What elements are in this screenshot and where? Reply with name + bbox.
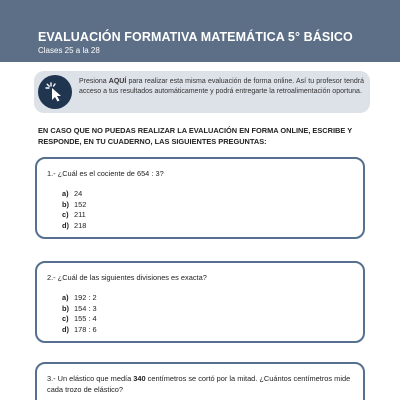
option-value: 24: [74, 189, 83, 198]
instructions: EN CASO QUE NO PUEDAS REALIZAR LA EVALUACIÓN EN FORMA ONLINE, ESCRIBE Y RESPONDE, EN TU CUADERNO, LAS SIGUIENTES PREGUNTAS:: [38, 126, 352, 146]
option-a: [62, 293, 97, 304]
question-2-options: [62, 293, 97, 335]
question-box-3: [35, 362, 365, 400]
question-box-1: [35, 157, 365, 239]
option-c: [62, 314, 97, 325]
question-1-text: 1.- ¿Cuál es el cociente de 654 : 3?: [47, 169, 164, 178]
page-title: EVALUACIÓN FORMATIVA MATEMÁTICA 5° BÁSICO: [38, 30, 353, 44]
option-d: [62, 221, 86, 232]
option-letter: d): [62, 220, 69, 230]
option-value: 192 : 2: [74, 293, 97, 302]
option-letter: a): [62, 293, 69, 302]
notice-text: [79, 77, 364, 97]
question-3-text-before: 3.- Un elástico que medía: [47, 374, 134, 383]
option-value: 178 : 6: [74, 324, 97, 334]
question-1-options: [62, 189, 86, 231]
option-d: [62, 325, 97, 336]
notice-text-before: Presiona: [79, 78, 109, 85]
option-letter: a): [62, 189, 69, 198]
option-letter: d): [62, 324, 69, 334]
option-letter: c): [62, 314, 69, 323]
question-box-2: [35, 261, 365, 343]
option-value: 155 : 4: [74, 314, 97, 323]
option-value: 152: [74, 199, 87, 209]
question-3-text-after: centímetros se cortó por la mitad. ¿Cuántos centímetros mide cada trozo de elástico?: [47, 374, 351, 394]
question-3-number: 340: [133, 374, 146, 383]
option-value: 211: [74, 210, 86, 219]
option-letter: c): [62, 210, 69, 219]
option-value: 218: [74, 220, 87, 230]
option-value: 154 : 3: [74, 303, 97, 313]
online-evaluation-link[interactable]: AQUÍ: [108, 78, 127, 85]
option-letter: b): [62, 199, 69, 209]
option-b: [62, 304, 97, 315]
notice-text-after: para realizar esta misma evaluación de forma online. Así tu profesor tendrá acceso a tus resultados automáticamente y podrá entregarte la retroalimentación oportuna.: [79, 78, 364, 95]
option-letter: b): [62, 303, 69, 313]
option-a: [62, 189, 86, 200]
question-2-text: 2.- ¿Cuál de las siguientes divisiones es exacta?: [47, 273, 207, 282]
option-c: [62, 210, 86, 221]
option-b: [62, 200, 86, 211]
online-notice: [34, 71, 370, 113]
mouse-pointer-click-icon[interactable]: [38, 75, 72, 109]
header-banner: [0, 0, 400, 62]
page-subtitle: Clases 25 a la 28: [38, 46, 100, 55]
question-3-text: [47, 374, 359, 395]
